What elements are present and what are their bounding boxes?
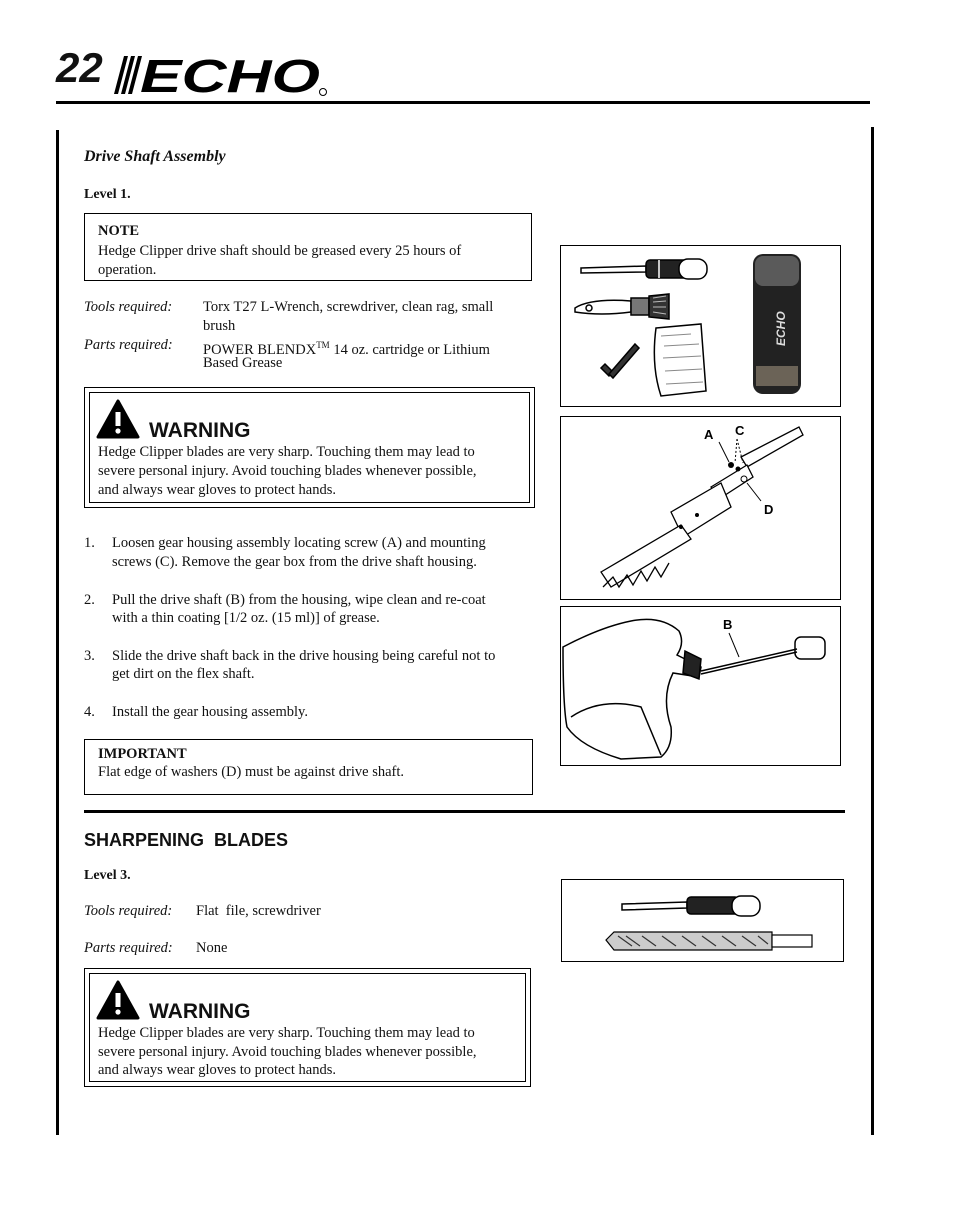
note-box (84, 213, 532, 281)
section-title-sharpening: SHARPENING BLADES (84, 830, 289, 850)
parts-label: Parts required: (84, 337, 173, 353)
tools-value: Flat file, screwdriver (196, 903, 321, 919)
step-line: screws (C). Remove the gear box from the drive shaft housing. (112, 554, 477, 570)
note-line1: Hedge Clipper drive shaft should be greased every 25 hours of (98, 243, 462, 259)
warning-box (84, 968, 531, 1087)
warning-heading: WARNING (149, 1000, 251, 1023)
rag-icon (654, 324, 706, 396)
brand-text: ECHO (140, 50, 321, 98)
label-c: C (735, 423, 745, 438)
tools-line2: brush (203, 318, 236, 334)
level-label: Level 3. (84, 868, 131, 883)
parts-line2: Based Grease (203, 355, 283, 371)
tools-illustration (561, 246, 840, 406)
flat-file-icon (606, 932, 812, 950)
important-line1: Flat edge of washers (D) must be against drive shaft. (98, 764, 405, 780)
warning-line1: Hedge Clipper blades are very sharp. Touching them may lead to (98, 1025, 475, 1041)
step-line: Loosen gear housing assembly locating screw (A) and mounting (112, 535, 486, 551)
header-rule (56, 101, 870, 104)
section-title-drive-shaft: Drive Shaft Assembly (84, 148, 226, 165)
gear-housing-illustration (561, 417, 840, 599)
parts-line1: POWER BLENDX™ 14 oz. cartridge or Lithium (203, 340, 490, 358)
parts-value: None (196, 940, 228, 956)
tools-label: Tools required: (84, 299, 173, 315)
grease-cartridge-icon (753, 254, 801, 394)
drive-shaft-illustration (561, 607, 840, 765)
note-heading: NOTE (98, 223, 140, 239)
step-line: Install the gear housing assembly. (112, 704, 308, 720)
warning-line1: Hedge Clipper blades are very sharp. Touching them may lead to (98, 444, 475, 460)
important-box (84, 739, 533, 795)
left-margin-bar (56, 130, 59, 1135)
warning-icon (96, 399, 140, 439)
tools-line1: Torx T27 L-Wrench, screwdriver, clean rag, small (203, 299, 494, 315)
important-heading: IMPORTANT (98, 746, 187, 762)
note-line2: operation. (98, 262, 157, 278)
step-line: Slide the drive shaft back in the drive housing being careful not to (112, 648, 496, 664)
file-screwdriver-illustration (562, 880, 843, 961)
step-number: 4. (84, 704, 95, 720)
step-line: Pull the drive shaft (B) from the housing, wipe clean and re-coat (112, 592, 486, 608)
step-number: 1. (84, 535, 95, 551)
warning-line3: and always wear gloves to protect hands. (98, 1062, 336, 1078)
warning-heading: WARNING (149, 419, 251, 442)
step-line: get dirt on the flex shaft. (112, 666, 255, 682)
l-wrench-icon (601, 344, 639, 378)
step-number: 3. (84, 648, 95, 664)
tools-label: Tools required: (84, 903, 173, 919)
brush-icon (575, 294, 669, 319)
warning-icon (96, 980, 140, 1020)
warning-line2: severe personal injury. Avoid touching blades whenever possible, (98, 1044, 477, 1060)
label-b: B (723, 617, 733, 632)
label-a: A (704, 427, 714, 442)
screwdriver-icon (581, 259, 707, 279)
parts-label: Parts required: (84, 940, 173, 956)
level-label: Level 1. (84, 187, 131, 202)
warning-line2: severe personal injury. Avoid touching blades whenever possible, (98, 463, 477, 479)
step-number: 2. (84, 592, 95, 608)
echo-logo (112, 50, 332, 98)
page-number: 22 (56, 44, 103, 91)
cartridge-brand-text: ECHO (774, 311, 788, 346)
warning-box (84, 387, 535, 508)
label-d: D (764, 502, 774, 517)
warning-line3: and always wear gloves to protect hands. (98, 482, 336, 498)
figure-tools-parts (560, 245, 841, 407)
right-margin-bar (871, 127, 874, 1135)
step-line: with a thin coating [1/2 oz. (15 ml)] of grease. (112, 610, 380, 626)
figure-gear-housing (560, 416, 841, 600)
figure-drive-shaft-pull (560, 606, 841, 766)
section-divider (84, 810, 845, 813)
screwdriver-icon (622, 896, 760, 916)
figure-file-screwdriver (561, 879, 844, 962)
